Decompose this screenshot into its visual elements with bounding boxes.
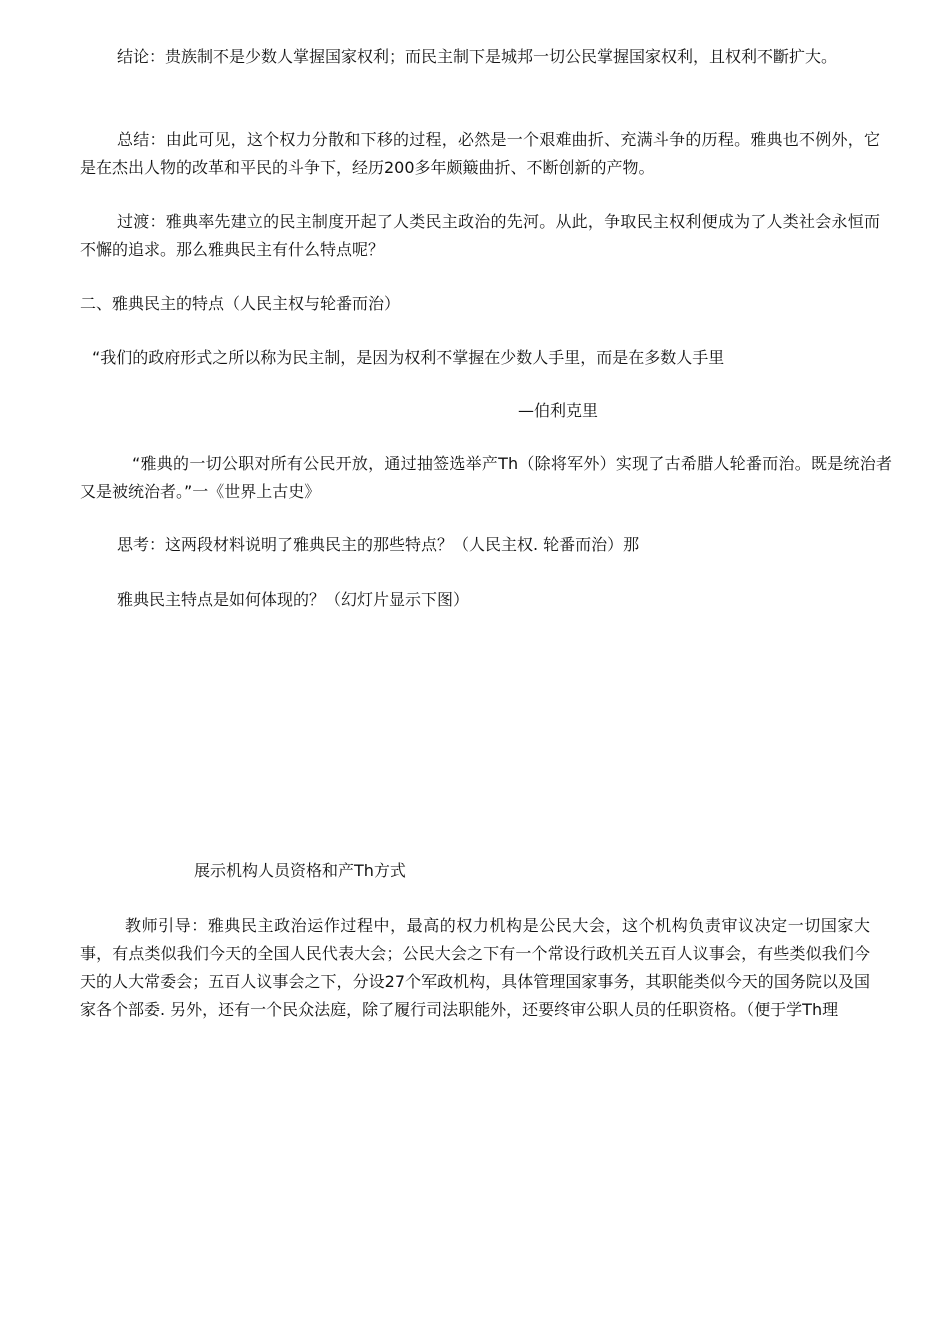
pericles-quote: “我们的政府形式之所以称为民主制，是因为权利不掌握在少数人手里，而是在多数人手里 — [92, 348, 725, 367]
summary-paragraph: 总结：由此可见，这个权力分散和下移的过程，必然是一个艰难曲折、充满斗争的历程。雅典也不例外，它是在杰出人物的改革和平民的斗争下，经历200多年颇簸曲折、不断创新的产物。 — [80, 130, 880, 177]
transition-paragraph: 过渡：雅典率先建立的民主制度开起了人类民主政治的先河。从此，争取民主权利便成为了人类社会永恒而不懈的追求。那么雅典民主有什么特点呢？ — [80, 212, 880, 259]
conclusion-paragraph: 结论：贵族制不是少数人掌握国家权利；而民主制下是城邦一切公民掌握国家权利，且权利不斷扩大。 — [117, 47, 838, 66]
think-question-line2: 雅典民主特点是如何体现的？（幻灯片显示下图） — [117, 590, 470, 609]
figure-caption: 展示机构人员资格和产Th方式 — [194, 861, 406, 880]
teacher-guidance-paragraph: 教师引导：雅典民主政治运作过程中，最高的权力机构是公民大会，这个机构负责审议决定一切国家大事，有点类似我们今天的全国人民代表大会；公民大会之下有一个常设行政机关五百人议事会，有些类似我们今天的人大常委会；五百人议事会之下，分设27个军政机构，具体管理国家事务，其职能类似今天的国务院以及国家各个部委. 另外，还有一个民众法庭，除了履行司法职能外，还要终审公职人员的任职资格。（便于学Th理 — [80, 916, 870, 1019]
section-heading: 二、雅典民主的特点（人民主权与轮番而治） — [80, 294, 401, 313]
think-question-line1: 思考：这两段材料说明了雅典民主的那些特点？（人民主权. 轮番而治）那 — [117, 535, 640, 554]
world-history-quote: “雅典的一切公职对所有公民开放，通过抽签选举产Th（除将军外）实现了古希腊人轮番而治。既是统治者又是被统治者。”一《世界上古史》 — [80, 454, 892, 501]
quote-attribution: —伯利克里 — [518, 401, 599, 420]
